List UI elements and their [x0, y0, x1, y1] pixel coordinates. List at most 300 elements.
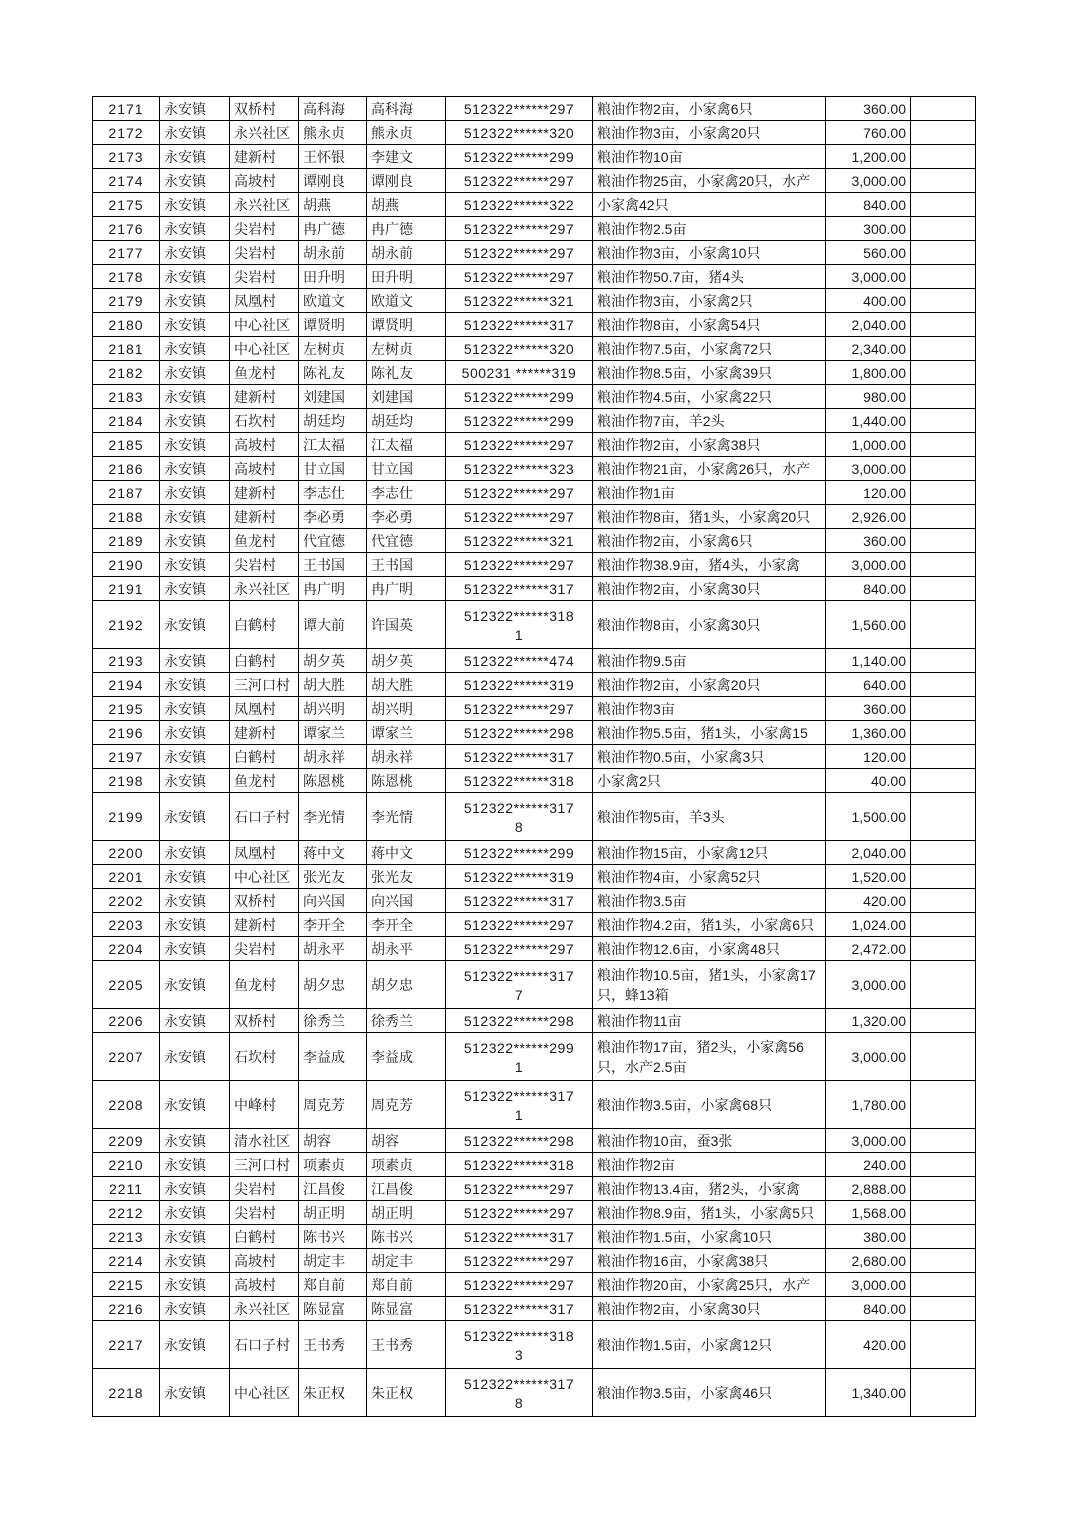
cell-village: 永兴社区: [230, 1297, 299, 1321]
cell-blank: [911, 1153, 976, 1177]
cell-town: 永安镇: [160, 1177, 230, 1201]
cell-household-name: 冉广明: [299, 577, 367, 601]
cell-household-name: 王怀银: [299, 145, 367, 169]
cell-sequence-number: 2196: [93, 721, 160, 745]
cell-blank: [911, 889, 976, 913]
cell-town: 永安镇: [160, 1297, 230, 1321]
cell-subsidy-items: 粮油作物2亩，小家禽20只: [593, 673, 826, 697]
cell-amount: 2,888.00: [826, 1177, 911, 1201]
cell-blank: [911, 361, 976, 385]
cell-amount: 840.00: [826, 577, 911, 601]
cell-payee-name: 谭家兰: [367, 721, 446, 745]
cell-id-number: [446, 793, 593, 841]
cell-village: 鱼龙村: [230, 769, 299, 793]
cell-sequence-number: 2180: [93, 313, 160, 337]
cell-sequence-number: 2204: [93, 937, 160, 961]
id-number-text: 512322******317: [463, 1228, 575, 1245]
cell-id-number: [446, 1033, 593, 1081]
table-row: [93, 97, 976, 121]
id-number-text: 512322******321: [463, 292, 575, 309]
cell-household-name: 胡燕: [299, 193, 367, 217]
id-number-text: 512322******317: [463, 1300, 575, 1317]
cell-payee-name: 徐秀兰: [367, 1009, 446, 1033]
cell-id-number: [446, 337, 593, 361]
table-row: [93, 1009, 976, 1033]
id-number-text: 512322******317: [463, 316, 575, 333]
cell-sequence-number: 2211: [93, 1177, 160, 1201]
table-row: [93, 337, 976, 361]
cell-household-name: 谭家兰: [299, 721, 367, 745]
cell-village: 石口子村: [230, 1321, 299, 1369]
cell-payee-name: 王书国: [367, 553, 446, 577]
table-row: [93, 145, 976, 169]
cell-id-number: [446, 121, 593, 145]
cell-town: 永安镇: [160, 217, 230, 241]
cell-id-number: [446, 577, 593, 601]
cell-town: 永安镇: [160, 913, 230, 937]
cell-subsidy-items: 粮油作物3亩，小家禽2只: [593, 289, 826, 313]
cell-payee-name: 熊永贞: [367, 121, 446, 145]
cell-payee-name: 冉广德: [367, 217, 446, 241]
id-number-text: 512322******297: [463, 700, 575, 717]
cell-household-name: 江太福: [299, 433, 367, 457]
table-row: [93, 265, 976, 289]
id-number-text: 512322******297: [463, 436, 575, 453]
cell-id-number: [446, 889, 593, 913]
cell-sequence-number: 2215: [93, 1273, 160, 1297]
cell-amount: 420.00: [826, 889, 911, 913]
cell-payee-name: 向兴国: [367, 889, 446, 913]
cell-amount: 240.00: [826, 1153, 911, 1177]
table-row: [93, 529, 976, 553]
cell-subsidy-items: 粮油作物1.5亩，小家禽12只: [593, 1321, 826, 1369]
cell-village: 高坡村: [230, 169, 299, 193]
cell-town: 永安镇: [160, 1249, 230, 1273]
cell-id-number: [446, 385, 593, 409]
cell-subsidy-items: 粮油作物2亩，小家禽30只: [593, 1297, 826, 1321]
cell-sequence-number: 2201: [93, 865, 160, 889]
cell-payee-name: 陈礼友: [367, 361, 446, 385]
table-row: [93, 841, 976, 865]
cell-blank: [911, 1369, 976, 1417]
cell-amount: 1,340.00: [826, 1369, 911, 1417]
cell-payee-name: 李益成: [367, 1033, 446, 1081]
cell-payee-name: 胡容: [367, 1129, 446, 1153]
cell-subsidy-items: 粮油作物9.5亩: [593, 649, 826, 673]
id-number-text: 512322******317: [463, 1087, 575, 1104]
cell-sequence-number: 2186: [93, 457, 160, 481]
cell-subsidy-items: 粮油作物5亩，羊3头: [593, 793, 826, 841]
cell-amount: 980.00: [826, 385, 911, 409]
cell-blank: [911, 601, 976, 649]
cell-id-number: [446, 1129, 593, 1153]
id-number-text: 512322******319: [463, 868, 575, 885]
cell-town: 永安镇: [160, 529, 230, 553]
cell-village: 尖岩村: [230, 241, 299, 265]
cell-subsidy-items: 粮油作物2亩，小家禽38只: [593, 433, 826, 457]
cell-payee-name: 项素贞: [367, 1153, 446, 1177]
cell-amount: 3,000.00: [826, 961, 911, 1009]
cell-sequence-number: 2174: [93, 169, 160, 193]
table-row: [93, 697, 976, 721]
cell-blank: [911, 409, 976, 433]
cell-payee-name: 甘立国: [367, 457, 446, 481]
table-row: [93, 193, 976, 217]
cell-amount: 400.00: [826, 289, 911, 313]
cell-payee-name: 胡永平: [367, 937, 446, 961]
cell-village: 建新村: [230, 481, 299, 505]
table-row: [93, 1129, 976, 1153]
cell-amount: 1,780.00: [826, 1081, 911, 1129]
cell-payee-name: 李光情: [367, 793, 446, 841]
cell-sequence-number: 2206: [93, 1009, 160, 1033]
cell-town: 永安镇: [160, 433, 230, 457]
cell-blank: [911, 961, 976, 1009]
cell-id-number: [446, 505, 593, 529]
cell-household-name: 陈书兴: [299, 1225, 367, 1249]
id-number-text: 512322******297: [463, 1204, 575, 1221]
cell-amount: 420.00: [826, 1321, 911, 1369]
cell-household-name: 谭贤明: [299, 313, 367, 337]
cell-amount: 2,040.00: [826, 313, 911, 337]
cell-amount: 120.00: [826, 481, 911, 505]
cell-id-number: [446, 1273, 593, 1297]
cell-payee-name: 谭刚良: [367, 169, 446, 193]
cell-town: 永安镇: [160, 745, 230, 769]
cell-town: 永安镇: [160, 889, 230, 913]
cell-sequence-number: 2209: [93, 1129, 160, 1153]
cell-town: 永安镇: [160, 361, 230, 385]
cell-household-name: 李开全: [299, 913, 367, 937]
cell-town: 永安镇: [160, 1225, 230, 1249]
cell-blank: [911, 289, 976, 313]
cell-village: 中心社区: [230, 1369, 299, 1417]
cell-sequence-number: 2184: [93, 409, 160, 433]
cell-id-number: [446, 961, 593, 1009]
cell-blank: [911, 1249, 976, 1273]
table-row: [93, 745, 976, 769]
cell-payee-name: 郑自前: [367, 1273, 446, 1297]
cell-village: 双桥村: [230, 97, 299, 121]
cell-blank: [911, 553, 976, 577]
cell-id-number: [446, 457, 593, 481]
cell-household-name: 陈显富: [299, 1297, 367, 1321]
cell-id-number: [446, 1321, 593, 1369]
cell-sequence-number: 2212: [93, 1201, 160, 1225]
cell-subsidy-items: 粮油作物25亩，小家禽20只，水产: [593, 169, 826, 193]
cell-blank: [911, 97, 976, 121]
cell-subsidy-items: 粮油作物3.5亩: [593, 889, 826, 913]
cell-id-number: [446, 1297, 593, 1321]
cell-town: 永安镇: [160, 121, 230, 145]
cell-sequence-number: 2177: [93, 241, 160, 265]
table-row: [93, 1225, 976, 1249]
cell-payee-name: 田升明: [367, 265, 446, 289]
cell-town: 永安镇: [160, 769, 230, 793]
id-number-text: 512322******317: [463, 967, 575, 984]
cell-payee-name: 高科海: [367, 97, 446, 121]
cell-blank: [911, 241, 976, 265]
cell-blank: [911, 433, 976, 457]
cell-village: 白鹤村: [230, 601, 299, 649]
cell-subsidy-items: 粮油作物1亩: [593, 481, 826, 505]
id-number-wrapped-digit: 1: [514, 1058, 524, 1075]
cell-subsidy-items: 粮油作物4亩，小家禽52只: [593, 865, 826, 889]
cell-household-name: 江昌俊: [299, 1177, 367, 1201]
cell-payee-name: 陈书兴: [367, 1225, 446, 1249]
table-row: [93, 409, 976, 433]
cell-village: 尖岩村: [230, 265, 299, 289]
cell-blank: [911, 793, 976, 841]
cell-town: 永安镇: [160, 865, 230, 889]
id-number-wrapped-digit: 7: [514, 986, 524, 1003]
cell-sequence-number: 2198: [93, 769, 160, 793]
cell-subsidy-items: 粮油作物10亩: [593, 145, 826, 169]
cell-village: 双桥村: [230, 1009, 299, 1033]
cell-household-name: 谭刚良: [299, 169, 367, 193]
table-row: [93, 577, 976, 601]
cell-subsidy-items: 粮油作物8.9亩，猪1头，小家禽5只: [593, 1201, 826, 1225]
cell-blank: [911, 337, 976, 361]
cell-id-number: [446, 145, 593, 169]
cell-household-name: 李益成: [299, 1033, 367, 1081]
cell-payee-name: 李建文: [367, 145, 446, 169]
id-number-text: 512322******317: [463, 580, 575, 597]
cell-sequence-number: 2195: [93, 697, 160, 721]
cell-amount: 2,040.00: [826, 841, 911, 865]
cell-sequence-number: 2199: [93, 793, 160, 841]
id-number-text: 512322******299: [463, 1039, 575, 1056]
cell-blank: [911, 1009, 976, 1033]
id-number-text: 512322******298: [463, 1012, 575, 1029]
cell-town: 永安镇: [160, 169, 230, 193]
id-number-text: 512322******297: [463, 940, 575, 957]
cell-blank: [911, 1033, 976, 1081]
table-row: [93, 1177, 976, 1201]
cell-town: 永安镇: [160, 145, 230, 169]
id-number-wrapped-digit: 8: [514, 1394, 524, 1411]
cell-blank: [911, 673, 976, 697]
cell-sequence-number: 2190: [93, 553, 160, 577]
cell-payee-name: 刘建国: [367, 385, 446, 409]
cell-subsidy-items: 粮油作物10亩，蚕3张: [593, 1129, 826, 1153]
cell-payee-name: 胡夕忠: [367, 961, 446, 1009]
id-number-text: 512322******320: [463, 124, 575, 141]
table-row: [93, 385, 976, 409]
cell-payee-name: 陈恩桃: [367, 769, 446, 793]
cell-household-name: 高科海: [299, 97, 367, 121]
cell-sequence-number: 2173: [93, 145, 160, 169]
id-number-text: 512322******297: [463, 1276, 575, 1293]
cell-id-number: [446, 1009, 593, 1033]
cell-amount: 1,360.00: [826, 721, 911, 745]
cell-subsidy-items: 粮油作物3.5亩，小家禽68只: [593, 1081, 826, 1129]
cell-sequence-number: 2214: [93, 1249, 160, 1273]
cell-amount: 120.00: [826, 745, 911, 769]
cell-sequence-number: 2207: [93, 1033, 160, 1081]
cell-amount: 1,140.00: [826, 649, 911, 673]
cell-amount: 1,520.00: [826, 865, 911, 889]
cell-sequence-number: 2191: [93, 577, 160, 601]
table-row: [93, 937, 976, 961]
cell-subsidy-items: 粮油作物7亩，羊2头: [593, 409, 826, 433]
table-row: [93, 1201, 976, 1225]
cell-blank: [911, 649, 976, 673]
cell-town: 永安镇: [160, 97, 230, 121]
cell-blank: [911, 721, 976, 745]
cell-household-name: 郑自前: [299, 1273, 367, 1297]
cell-blank: [911, 1177, 976, 1201]
table-row: [93, 1297, 976, 1321]
cell-id-number: [446, 769, 593, 793]
id-number-text: 512322******317: [463, 1375, 575, 1392]
cell-village: 中心社区: [230, 865, 299, 889]
id-number-text: 512322******297: [463, 484, 575, 501]
cell-id-number: [446, 481, 593, 505]
cell-amount: 1,000.00: [826, 433, 911, 457]
cell-subsidy-items: 粮油作物20亩，小家禽25只，水产: [593, 1273, 826, 1297]
cell-town: 永安镇: [160, 841, 230, 865]
cell-amount: 3,000.00: [826, 169, 911, 193]
cell-household-name: 王书秀: [299, 1321, 367, 1369]
cell-subsidy-items: 粮油作物0.5亩，小家禽3只: [593, 745, 826, 769]
cell-household-name: 李志仕: [299, 481, 367, 505]
cell-amount: 360.00: [826, 97, 911, 121]
cell-id-number: [446, 1177, 593, 1201]
cell-household-name: 蒋中文: [299, 841, 367, 865]
cell-amount: 840.00: [826, 1297, 911, 1321]
cell-amount: 3,000.00: [826, 1273, 911, 1297]
cell-town: 永安镇: [160, 673, 230, 697]
id-number-text: 512322******318: [463, 772, 575, 789]
cell-id-number: [446, 841, 593, 865]
cell-village: 鱼龙村: [230, 361, 299, 385]
cell-village: 三河口村: [230, 673, 299, 697]
cell-payee-name: 许国英: [367, 601, 446, 649]
table-row: [93, 601, 976, 649]
id-number-text: 512322******299: [463, 844, 575, 861]
cell-blank: [911, 169, 976, 193]
cell-sequence-number: 2193: [93, 649, 160, 673]
cell-id-number: [446, 1225, 593, 1249]
id-number-text: 512322******319: [463, 676, 575, 693]
cell-village: 高坡村: [230, 1273, 299, 1297]
cell-amount: 360.00: [826, 697, 911, 721]
cell-payee-name: 李志仕: [367, 481, 446, 505]
table-row: [93, 1081, 976, 1129]
cell-village: 凤凰村: [230, 697, 299, 721]
cell-village: 石坎村: [230, 409, 299, 433]
cell-id-number: [446, 169, 593, 193]
cell-village: 石口子村: [230, 793, 299, 841]
table-row: [93, 961, 976, 1009]
cell-payee-name: 陈显富: [367, 1297, 446, 1321]
table-row: [93, 649, 976, 673]
cell-blank: [911, 145, 976, 169]
cell-village: 尖岩村: [230, 1177, 299, 1201]
cell-household-name: 王书国: [299, 553, 367, 577]
cell-household-name: 胡永平: [299, 937, 367, 961]
table-row: [93, 1321, 976, 1369]
cell-id-number: [446, 217, 593, 241]
cell-payee-name: 蒋中文: [367, 841, 446, 865]
cell-blank: [911, 841, 976, 865]
cell-id-number: [446, 433, 593, 457]
id-number-text: 512322******299: [463, 388, 575, 405]
id-number-wrapped-digit: 3: [514, 1346, 524, 1363]
cell-village: 中心社区: [230, 313, 299, 337]
cell-payee-name: 江昌俊: [367, 1177, 446, 1201]
cell-town: 永安镇: [160, 793, 230, 841]
table-row: [93, 121, 976, 145]
cell-id-number: [446, 409, 593, 433]
cell-sequence-number: 2217: [93, 1321, 160, 1369]
cell-village: 中心社区: [230, 337, 299, 361]
cell-sequence-number: 2185: [93, 433, 160, 457]
cell-household-name: 陈恩桃: [299, 769, 367, 793]
cell-town: 永安镇: [160, 1369, 230, 1417]
cell-payee-name: 江太福: [367, 433, 446, 457]
cell-amount: 3,000.00: [826, 1129, 911, 1153]
cell-subsidy-items: 粮油作物21亩，小家禽26只，水产: [593, 457, 826, 481]
cell-amount: 1,800.00: [826, 361, 911, 385]
cell-household-name: 甘立国: [299, 457, 367, 481]
id-number-text: 512322******297: [463, 556, 575, 573]
cell-payee-name: 冉广明: [367, 577, 446, 601]
cell-subsidy-items: 粮油作物1.5亩，小家禽10只: [593, 1225, 826, 1249]
cell-id-number: [446, 745, 593, 769]
id-number-text: 512322******323: [463, 460, 575, 477]
cell-subsidy-items: 粮油作物3亩: [593, 697, 826, 721]
cell-blank: [911, 505, 976, 529]
cell-blank: [911, 529, 976, 553]
cell-village: 尖岩村: [230, 217, 299, 241]
cell-subsidy-items: 粮油作物17亩，猪2头，小家禽56只，水产2.5亩: [593, 1033, 826, 1081]
id-number-text: 512322******297: [463, 220, 575, 237]
cell-id-number: [446, 361, 593, 385]
cell-payee-name: 李开全: [367, 913, 446, 937]
table-row: [93, 217, 976, 241]
cell-id-number: [446, 553, 593, 577]
id-number-text: 512322******318: [463, 1327, 575, 1344]
table-row: [93, 481, 976, 505]
cell-household-name: 欧道文: [299, 289, 367, 313]
cell-sequence-number: 2176: [93, 217, 160, 241]
cell-household-name: 田升明: [299, 265, 367, 289]
cell-payee-name: 胡燕: [367, 193, 446, 217]
cell-payee-name: 胡正明: [367, 1201, 446, 1225]
cell-sequence-number: 2175: [93, 193, 160, 217]
cell-village: 尖岩村: [230, 553, 299, 577]
cell-id-number: [446, 721, 593, 745]
cell-payee-name: 胡永前: [367, 241, 446, 265]
cell-town: 永安镇: [160, 601, 230, 649]
cell-subsidy-items: 粮油作物2.5亩: [593, 217, 826, 241]
cell-subsidy-items: 粮油作物8亩，猪1头，小家禽20只: [593, 505, 826, 529]
cell-amount: 760.00: [826, 121, 911, 145]
cell-amount: 40.00: [826, 769, 911, 793]
cell-id-number: [446, 1081, 593, 1129]
cell-amount: 1,560.00: [826, 601, 911, 649]
id-number-text: 512322******298: [463, 1132, 575, 1149]
cell-village: 建新村: [230, 913, 299, 937]
table-row: [93, 721, 976, 745]
cell-household-name: 张光友: [299, 865, 367, 889]
table-row: [93, 889, 976, 913]
cell-blank: [911, 769, 976, 793]
table-row: [93, 1249, 976, 1273]
cell-household-name: 徐秀兰: [299, 1009, 367, 1033]
